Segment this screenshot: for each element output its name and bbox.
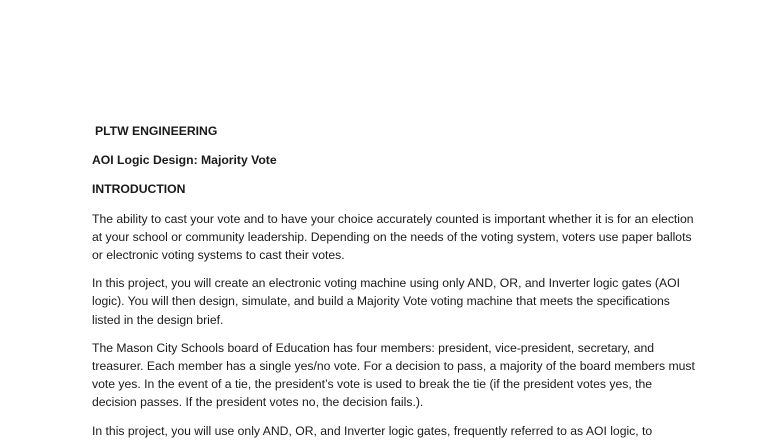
paragraph-board: The Mason City Schools board of Education has four members: president, vice-president, secretary, and treasurer. Each member has a single yes/no vote. For a decision to pass, a majority of the board members must vote yes. In the event of a tie, the president’s vote is used to break the tie (if the president votes yes, the decision passes. If the president votes no, the decision fails.). — [92, 340, 695, 410]
org-heading: PLTW ENGINEERING — [95, 124, 218, 138]
paragraph-aoi: In this project, you will use only AND, OR, and Inverter logic gates, frequently referred to as AOI logic, to — [92, 423, 653, 438]
paragraph-intro: The ability to cast your vote and to have your choice accurately counted is important whether it is for an election at your school or community leadership. Depending on the needs of the voting system, voters use paper ballots or electronic voting systems to cast their votes. — [92, 211, 694, 263]
paragraph-project: In this project, you will create an electronic voting machine using only AND, OR, and Inverter logic gates (AOI logic). You will then design, simulate, and build a Majority Vote voting machine that meets the specifications listed in the design brief. — [92, 276, 680, 327]
document-title: AOI Logic Design: Majority Vote — [92, 153, 277, 168]
section-heading: INTRODUCTION — [92, 182, 186, 197]
document-body — [92, 122, 697, 441]
